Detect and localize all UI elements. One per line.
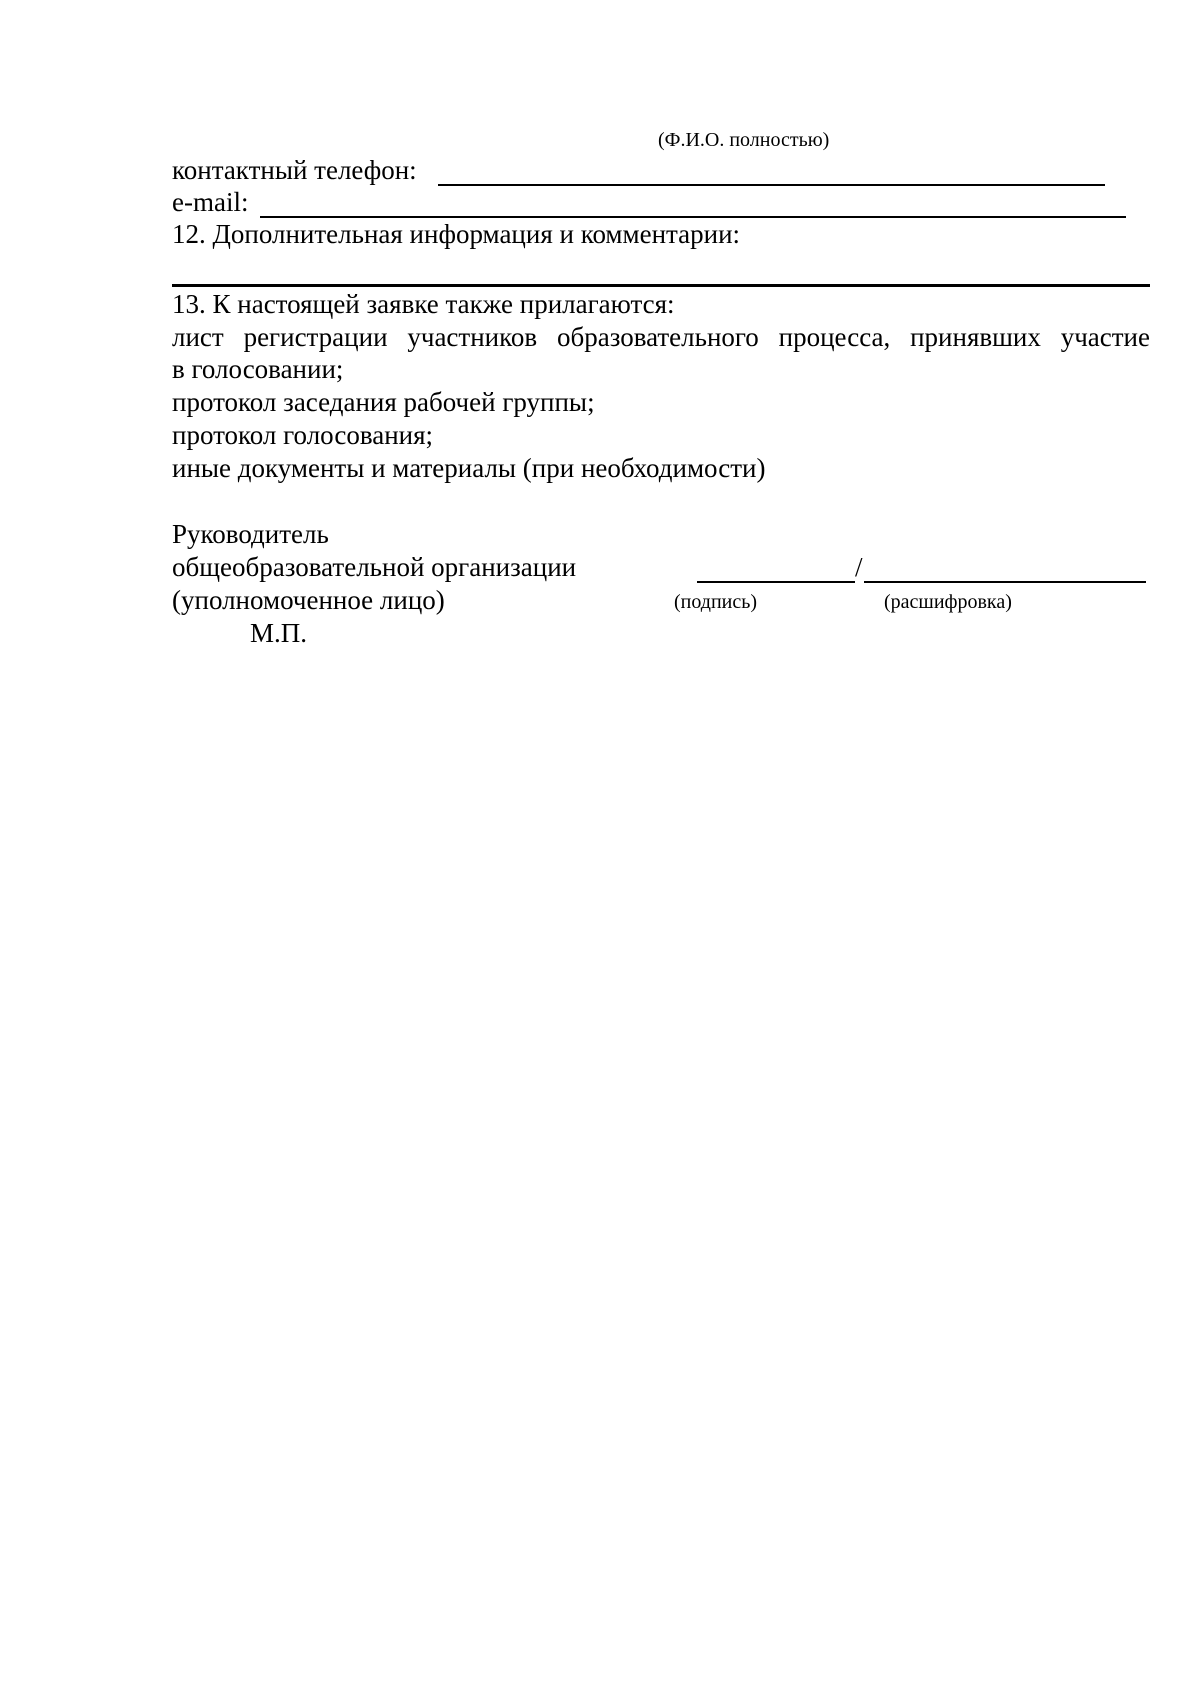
signature-decode-line[interactable]: [864, 581, 1146, 583]
fio-caption: (Ф.И.О. полностью): [658, 129, 830, 151]
signer-title-line2: общеобразовательной организации: [172, 552, 577, 582]
section-13-title: 13. К настоящей заявке также прилагаются:: [172, 289, 675, 319]
decode-caption: (расшифровка): [884, 591, 1012, 613]
comments-field-line[interactable]: [172, 284, 1150, 287]
attachment-item-2: протокол заседания рабочей группы;: [172, 387, 595, 417]
phone-label: контактный телефон:: [172, 155, 417, 185]
signature-line[interactable]: [697, 581, 855, 583]
signature-slash: /: [855, 552, 863, 582]
attachment-item-4: иные документы и материалы (при необходимости): [172, 453, 766, 483]
phone-field-line[interactable]: [438, 184, 1105, 186]
signature-caption: (подпись): [674, 591, 758, 613]
section-12-title: 12. Дополнительная информация и комментарии:: [172, 219, 741, 249]
signer-title-line1: Руководитель: [172, 519, 329, 549]
attachment-item-1-cont: в голосовании;: [172, 354, 344, 384]
email-label: e-mail:: [172, 187, 249, 217]
signer-title-line3: (уполномоченное лицо): [172, 585, 445, 615]
attachment-item-1: лист регистрации участников образовательного процесса, принявших участие: [172, 322, 1150, 352]
stamp-place: М.П.: [250, 618, 308, 648]
attachment-item-3: протокол голосования;: [172, 420, 434, 450]
